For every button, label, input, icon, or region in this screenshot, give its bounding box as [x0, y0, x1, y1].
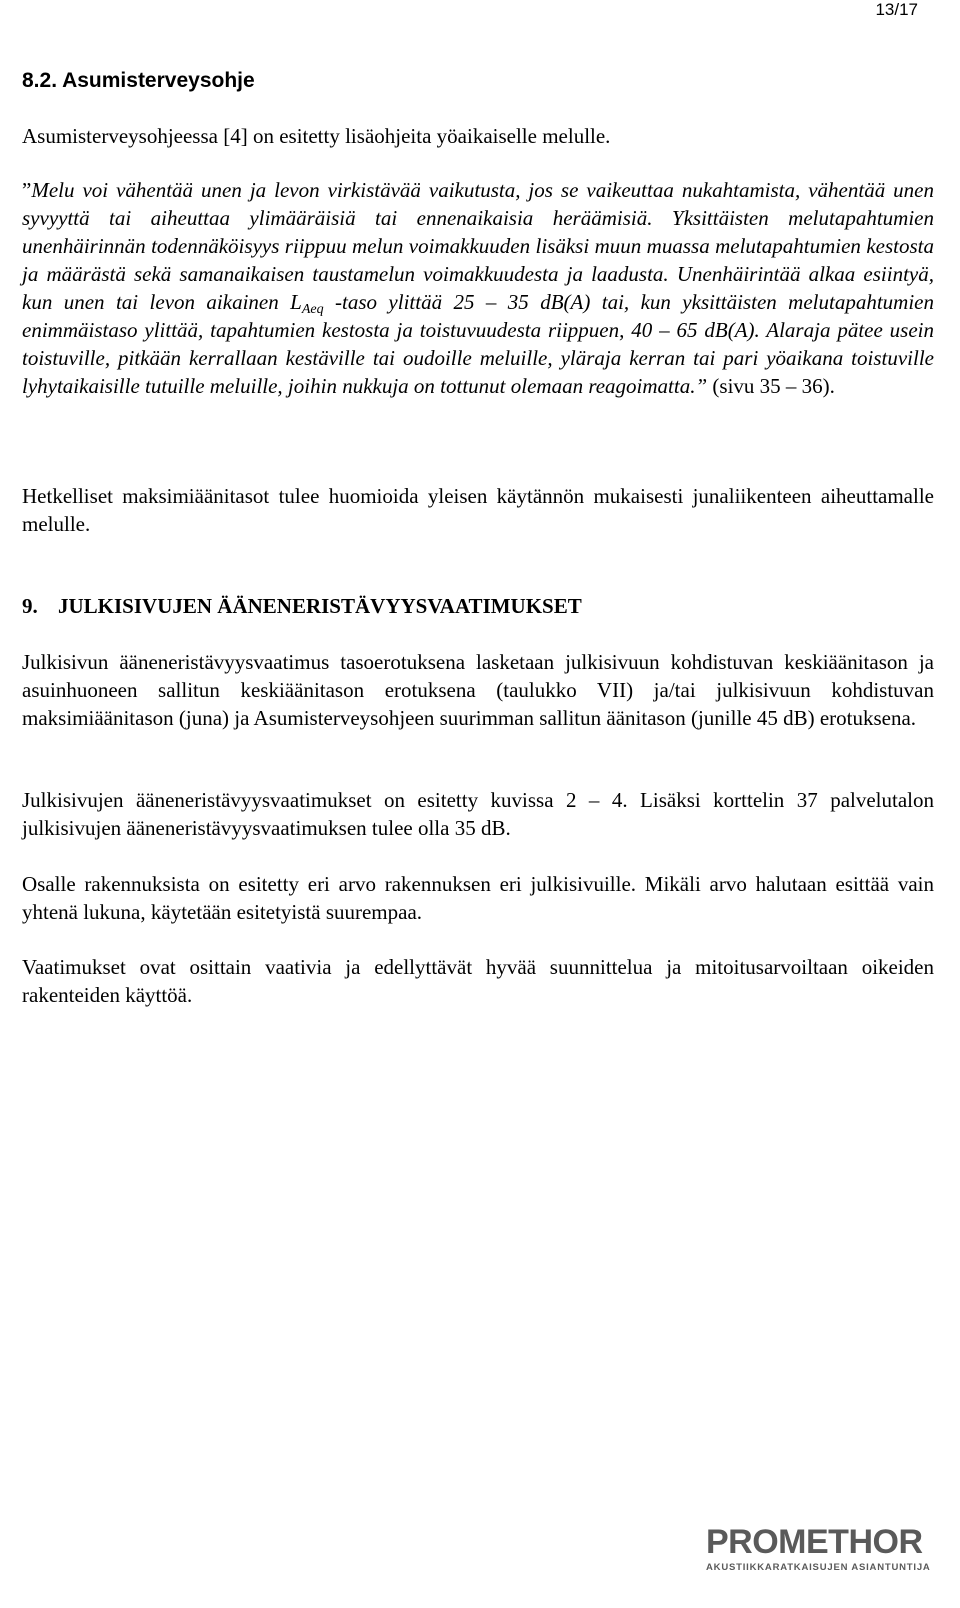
chapter-paragraph: Julkisivun ääneneristävyysvaatimus tasoerotuksena lasketaan julkisivuun kohdistuvan keskiäänitason ja asuinhuoneen sallitun keskiäänitason erotuksena (taulukko VII) ja/tai julkisivuun kohdistuvan maksimiäänitason (juna) ja Asumisterveysohjeen suurimman sallitun äänitason (junille 45 dB) erotuksena.: [22, 650, 934, 730]
quote-text-part1: Melu voi vähentää unen ja levon virkistävää vaikutusta, jos se vaikeuttaa nukahtamista, vähentää unen syvyyttä tai aiheuttaa ylimääräisiä tai ennenaikaisia heräämisiä. Yksittäisten melutapahtumien unenhäirinnän todennäköisyys riippuu melun voimakkuuden lisäksi muun muassa melutapahtumien kestosta ja määrästä sekä samanaikaisen taustamelun voimakkuudesta ja laadusta. Unenhäirintää alkaa esiintyä, kun unen tai levon aikainen L: [22, 178, 934, 314]
quote-text-part2: -taso ylittää 25 – 35 dB(A) tai, kun yksittäisten melutapahtumien enimmäistaso ylittää, tapahtumien kestosta ja toistuvuudesta riippuen, 40 – 65 dB(A). Alaraja pätee usein toistuville, pitkään kerrallaan kestäville tai oudoille meluille, yläraja kerran tai pari yöaikana toistuville lyhytaikaisille tutuille meluille, joihin nukkuja on tottunut olemaan reagoimatta.: [22, 290, 934, 398]
company-logo: [706, 1522, 936, 1584]
chapter-paragraph: Osalle rakennuksista on esitetty eri arvo rakennuksen eri julkisivuille. Mikäli arvo halutaan esittää vain yhtenä lukuna, käytetään esitetyistä suurempaa.: [22, 872, 934, 924]
logo-wordmark: PROMETHOR: [706, 1523, 923, 1561]
section-heading: 8.2. Asumisterveysohje: [22, 69, 255, 92]
chapter-heading: [22, 592, 582, 620]
chapter-paragraph: Julkisivujen ääneneristävyysvaatimukset on esitetty kuvissa 2 – 4. Lisäksi korttelin 37 palvelutalon julkisivujen ääneneristävyysvaatimuksen tulee olla 35 dB.: [22, 788, 934, 840]
chapter-number: 9.: [22, 594, 38, 618]
chapter-title: JULKISIVUJEN ÄÄNENERISTÄVYYSVAATIMUKSET: [58, 594, 582, 618]
quote-citation: (sivu 35 – 36).: [707, 374, 835, 398]
quote-open-mark: ”: [22, 178, 32, 202]
quote-subscript: Aeq: [301, 302, 324, 317]
quote-close-mark: ”: [695, 374, 708, 398]
paragraph-maximum-levels: Hetkelliset maksimiäänitasot tulee huomioida yleisen käytännön mukaisesti junaliikenteen aiheuttamalle melulle.: [22, 484, 934, 536]
quote-paragraph: [22, 176, 934, 400]
chapter-paragraph: Vaatimukset ovat osittain vaativia ja edellyttävät hyvää suunnittelua ja mitoitusarvoiltaan oikeiden rakenteiden käyttöä.: [22, 955, 934, 1007]
page-number: 13/17: [875, 0, 918, 19]
intro-paragraph: Asumisterveysohjeessa [4] on esitetty lisäohjeita yöaikaiselle melulle.: [22, 124, 611, 148]
logo-tagline: AKUSTIIKKARATKAISUJEN ASIANTUNTIJA: [706, 1562, 931, 1573]
